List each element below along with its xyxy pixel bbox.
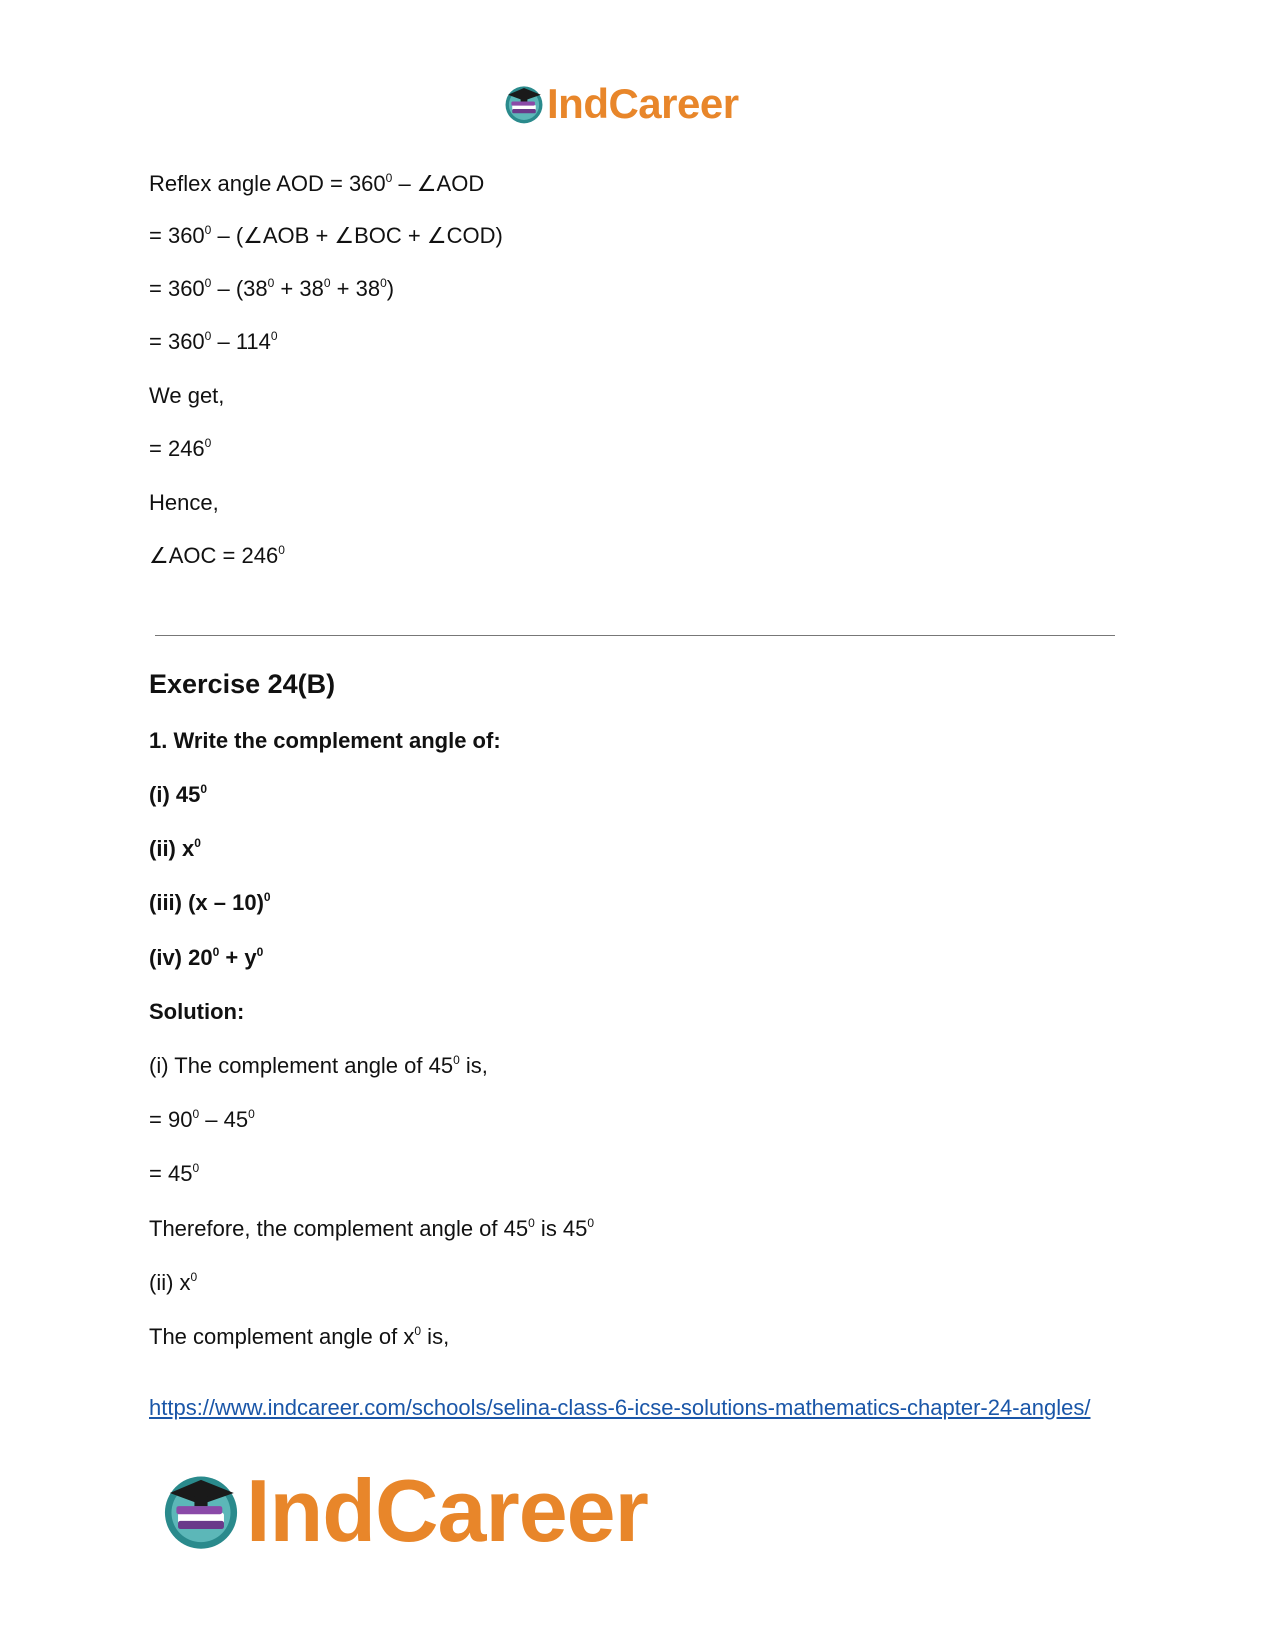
text-line: = $360^0 - (38^0 + 38^0 + 38^0)$ [149, 276, 395, 301]
solution-line: Therefore, the complement angle of $45^0$ is $45^0$ [149, 1216, 595, 1241]
solution-line: (ii) $x^0$ [149, 1270, 198, 1295]
header-logo [503, 80, 739, 128]
text-line: = $360^0$ – (∠AOB + ∠BOC + ∠COD) [149, 223, 503, 248]
text-line: We get, [149, 383, 225, 408]
solution-line: = $45^0$ [149, 1161, 200, 1186]
question-part: (ii) $x^0$ [149, 836, 201, 861]
graduation-book-icon [160, 1470, 242, 1552]
text-line: = $360^0 - 114^0$ [149, 329, 278, 354]
solution-line: = $90^0 - 45^0$ [149, 1107, 255, 1132]
section-divider [155, 635, 1115, 636]
exercise-title: Exercise 24(B) [149, 669, 336, 699]
solution-line: The complement angle of $x^0$ is, [149, 1324, 450, 1349]
solution-label: Solution: [149, 999, 245, 1024]
brand-name: IndCareer [246, 1461, 648, 1560]
question-part: (iii) (x – 10)$^0$ [149, 890, 271, 915]
text-line: = $246^0$ [149, 436, 212, 461]
footer-logo [160, 1461, 648, 1560]
question-part: (iv) $20^0 + y^0$ [149, 945, 264, 970]
question-part: (i) $45^0$ [149, 782, 208, 807]
source-link[interactable]: https://www.indcareer.com/schools/selina-class-6-icse-solutions-mathematics-chapter-24-angles/ [149, 1395, 1091, 1420]
question-text: 1. Write the complement angle of: [149, 728, 501, 753]
text-line: Hence, [149, 490, 219, 515]
text-line: Reflex angle AOD = $360^0$ – ∠AOD [149, 171, 485, 196]
brand-name: IndCareer [547, 80, 739, 127]
graduation-book-icon [503, 83, 545, 125]
solution-line: (i) The complement angle of $45^0$ is, [149, 1053, 488, 1078]
text-line: ∠AOC = $246^0$ [149, 543, 285, 568]
